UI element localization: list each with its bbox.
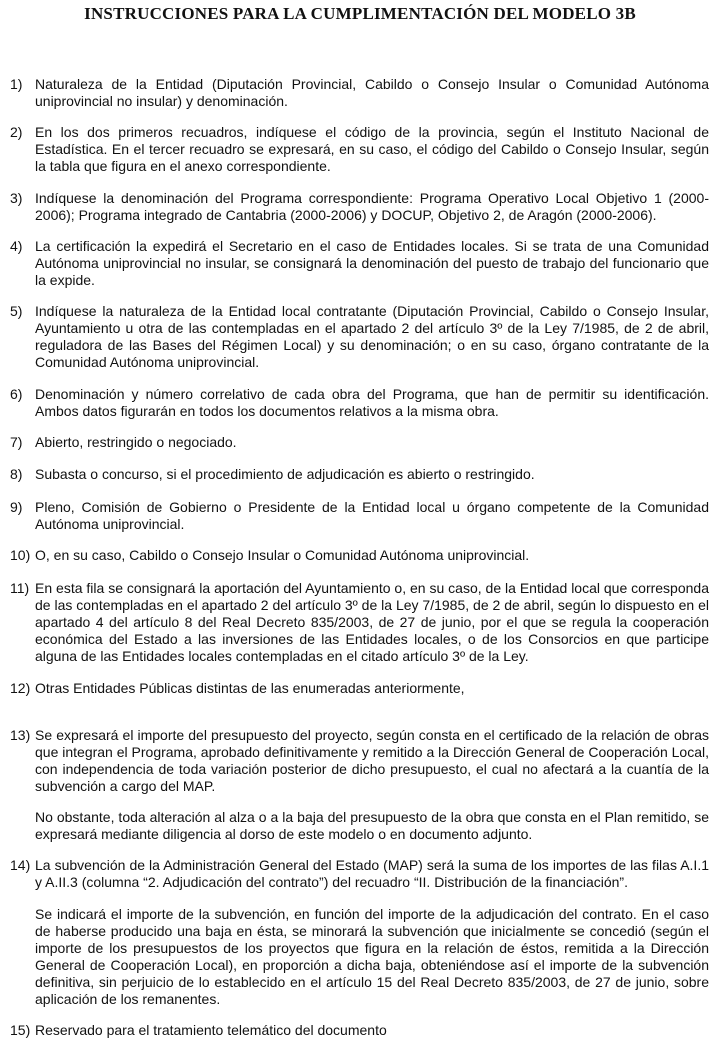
item-text: Indíquese la denominación del Programa correspondiente: Programa Operativo Local Objetivo 1 (2000-2006); Programa integrado de Cantabria (2000-2006) y DOCUP, Objetivo 2, de Aragón (2000-2006). <box>35 190 709 223</box>
item-text: Pleno, Comisión de Gobierno o Presidente de la Entidad local u órgano competente de la Comunidad Autónoma uniprovincial. <box>35 499 709 532</box>
item-text: La subvención de la Administración General del Estado (MAP) será la suma de los importes de las filas A.I.1 y A.II.3 (columna “2. Adjudicación del contrato”) del recuadro “II. Distribución de la financiación”. <box>35 857 709 890</box>
item-number: 13) <box>10 727 31 743</box>
item-number: 15) <box>10 1022 31 1038</box>
item-text: En esta fila se consignará la aportación del Ayuntamiento o, en su caso, de la Entidad local que corresponda de las contempladas en el apartado 2 del artículo 3º de la Ley 7/1985, de 2 de abril, según lo dispuesto en el apartado 4 del artículo 8 del Real Decreto 835/2003, de 27 de junio, por el que se regula la cooperación económica del Estado a las inversiones de las Entidades locales, o de los Consorcios en que participe alguna de las Entidades locales contempladas en el citado artículo 3º de la Ley. <box>35 580 709 664</box>
item-number: 1) <box>10 76 23 92</box>
item-number: 9) <box>10 499 23 515</box>
item-number: 10) <box>10 547 31 563</box>
item-text: O, en su caso, Cabildo o Consejo Insular o Comunidad Autónoma uniprovincial. <box>35 547 530 563</box>
item-text: Naturaleza de la Entidad (Diputación Provincial, Cabildo o Consejo Insular o Comunidad Autónoma uniprovincial no insular) y denominación. <box>35 76 709 109</box>
item-number: 3) <box>10 190 23 206</box>
item-text: Abierto, restringido o negociado. <box>35 434 237 450</box>
item-number: 11) <box>10 580 30 596</box>
item-text: Otras Entidades Públicas distintas de las enumeradas anteriormente, <box>35 680 465 696</box>
document-title: INSTRUCCIONES PARA LA CUMPLIMENTACIÓN DEL MODELO 3B <box>84 4 636 23</box>
item-number: 6) <box>10 386 23 402</box>
item-number: 2) <box>10 124 23 140</box>
item-extra-paragraph: No obstante, toda alteración al alza o a la baja del presupuesto de la obra que consta en el Plan remitido, se expresará mediante diligencia al dorso de este modelo o en documento adjunto. <box>35 809 709 842</box>
item-text: Subasta o concurso, si el procedimiento de adjudicación es abierto o restringido. <box>35 466 535 482</box>
item-number: 12) <box>10 680 31 696</box>
item-number: 5) <box>10 303 23 319</box>
item-number: 7) <box>10 434 23 450</box>
item-text: Denominación y número correlativo de cada obra del Programa, que han de permitir su identificación. Ambos datos figurarán en todos los documentos relativos a la misma obra. <box>35 386 709 419</box>
item-number: 4) <box>10 238 23 254</box>
item-text: Se expresará el importe del presupuesto del proyecto, según consta en el certificado de la relación de obras que integran el Programa, aprobado definitivamente y remitido a la Dirección General de Cooperación Local, con independencia de toda variación posterior de dicho presupuesto, el cual no afectará a la cuantía de la subvención a cargo del MAP. <box>35 727 709 794</box>
item-number: 8) <box>10 466 23 482</box>
item-extra-paragraph: Se indicará el importe de la subvención, en función del importe de la adjudicación del contrato. En el caso de haberse producido una baja en ésta, se minorará la subvención que inicialmente se concedió (según el importe de los presupuestos de los proyectos que figura en la relación de éstos, remitida a la Dirección General de Cooperación Local), en proporción a dicha baja, obteniéndose así el importe de la subvención definitiva, sin perjuicio de lo establecido en el artículo 15 del Real Decreto 835/2003, de 27 de junio, sobre aplicación de los remanentes. <box>35 906 709 1007</box>
item-number: 14) <box>10 857 31 873</box>
item-text: Indíquese la naturaleza de la Entidad local contratante (Diputación Provincial, Cabildo o Consejo Insular, Ayuntamiento u otra de las contempladas en el apartado 2 del artículo 3º de la Ley 7/1985, de 2 de abril, reguladora de las Bases del Régimen Local) y su denominación; o en su caso, órgano contratante de la Comunidad Autónoma uniprovincial. <box>35 303 709 370</box>
item-text: Reservado para el tratamiento telemático del documento <box>35 1022 387 1038</box>
item-text: La certificación la expedirá el Secretario en el caso de Entidades locales. Si se trata de una Comunidad Autónoma uniprovincial no insular, se consignará la denominación del puesto de trabajo del funcionario que la expide. <box>35 238 709 288</box>
item-text: En los dos primeros recuadros, indíquese el código de la provincia, según el Instituto Nacional de Estadística. En el tercer recuadro se expresará, en su caso, el código del Cabildo o Consejo Insular, según la tabla que figura en el anexo correspondiente. <box>35 124 709 174</box>
